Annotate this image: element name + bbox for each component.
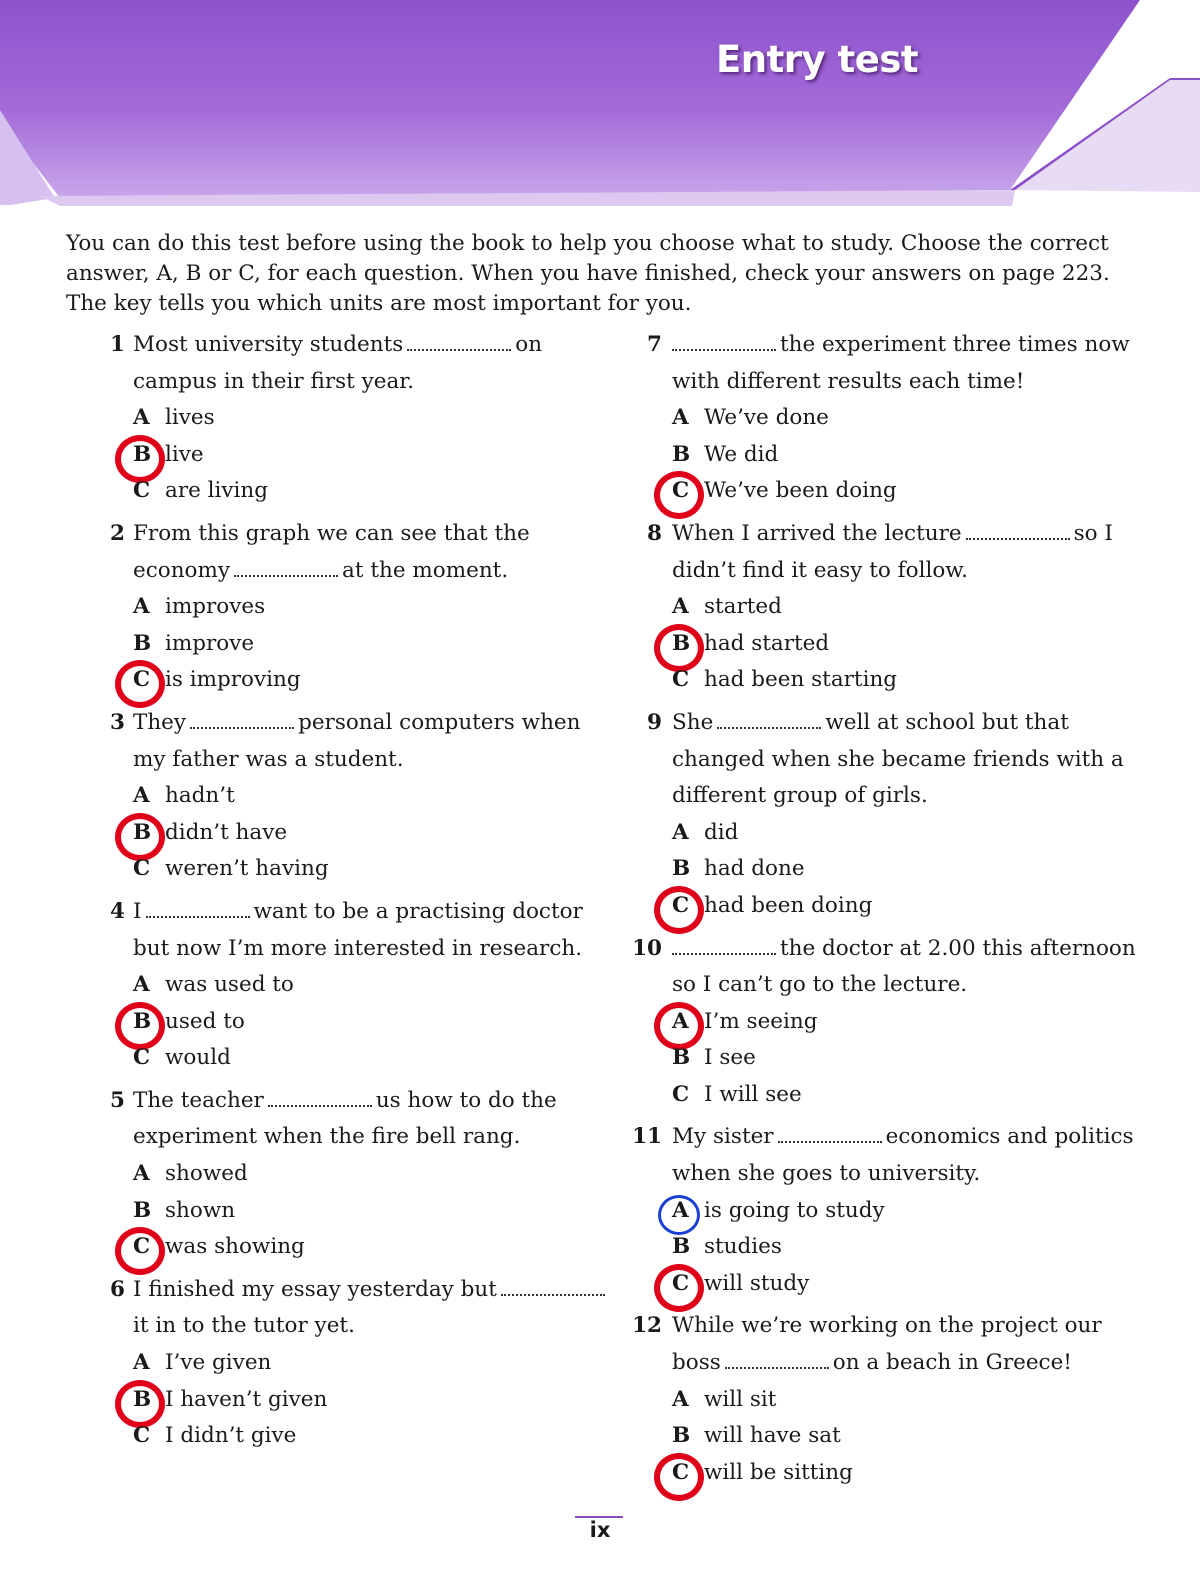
question-number: 12 [632,1313,662,1339]
option-b[interactable] [133,437,617,474]
option-b[interactable] [133,1382,617,1419]
option-a[interactable] [133,778,617,815]
question-number: 4 [110,898,125,924]
option-text: We’ve done [704,405,829,431]
option-c[interactable] [672,888,1156,925]
option-text: weren’t having [165,856,329,882]
question [632,1119,1156,1302]
option-c[interactable] [133,851,617,888]
option-letter: C [133,1045,151,1071]
stem-after-blank: on campus in their first year. [133,332,543,394]
option-text: had done [704,856,805,882]
question-stem [133,327,617,400]
stem-after-blank: want to be a practising doctor but now I’m more interested in research. [133,898,583,961]
option-text: lives [165,405,215,431]
option-c[interactable] [672,1455,1156,1492]
question-stem [133,516,617,589]
option-text: hadn’t [165,783,235,809]
question [97,327,617,510]
stem-before-blank: She [672,709,714,735]
stem-after-blank: well at school but that changed when she became friends with a different group of girls. [672,709,1124,809]
option-b[interactable] [672,1229,1156,1266]
option-b[interactable] [672,437,1156,474]
question-stem [133,1083,617,1156]
option-b[interactable] [672,626,1156,663]
page-number: ix [589,1518,611,1542]
option-text: did [704,819,739,845]
answer-options [133,1345,617,1455]
option-letter: B [133,1008,152,1034]
question [636,327,1156,510]
option-letter: A [672,405,689,431]
option-text: We did [704,441,779,467]
question-number: 5 [110,1087,125,1113]
stem-before-blank: While we’re working on the project our boss [672,1313,1102,1376]
stem-after-blank: us how to do the experiment when the fire bell rang. [133,1087,557,1150]
option-text: I’m seeing [704,1008,818,1034]
option-letter: C [133,1234,151,1260]
option-text: will have sat [704,1423,841,1449]
option-c[interactable] [133,1229,617,1266]
question [632,1308,1156,1491]
option-a[interactable] [672,1193,1156,1230]
option-letter: A [133,594,150,620]
question [97,1272,617,1455]
option-letter: B [672,1234,691,1260]
answer-options [672,589,1156,699]
option-letter: B [672,1423,691,1449]
questions-column-left [97,327,617,1461]
questions-column-right [632,327,1156,1497]
stem-after-blank: so I didn’t find it easy to follow. [672,520,1113,583]
stem-after-blank: personal computers when my father was a student. [133,709,581,772]
question [97,705,617,888]
option-text: shown [165,1197,236,1223]
answer-options [133,589,617,699]
option-c[interactable] [133,1040,617,1077]
option-letter: A [133,972,150,998]
answer-blank [725,1353,829,1369]
option-c[interactable] [133,1418,617,1455]
question [97,516,617,699]
question-stem [672,931,1156,1004]
option-c[interactable] [672,1077,1156,1114]
answer-blank [501,1280,605,1296]
option-text: was used to [165,972,294,998]
header-banner [0,0,1200,210]
option-a[interactable] [672,1004,1156,1041]
option-text: showed [165,1161,248,1187]
option-letter: A [133,1161,150,1187]
option-letter: B [672,1045,691,1071]
question-number: 8 [647,520,662,546]
option-letter: B [672,441,691,467]
option-a[interactable] [672,815,1156,852]
answer-blank [672,939,776,955]
question [97,1083,617,1266]
option-text: had been doing [704,892,873,918]
option-letter: A [133,1350,150,1376]
question-stem [133,894,617,967]
option-letter: C [133,856,151,882]
answer-blank [190,713,294,729]
answer-options [672,815,1156,925]
option-text: will be sitting [704,1459,853,1485]
option-text: is improving [165,667,301,693]
stem-before-blank: I [133,898,142,924]
option-letter: C [672,1459,690,1485]
answer-options [133,1156,617,1266]
option-text: had been starting [704,667,898,693]
option-letter: C [672,1081,690,1107]
option-c[interactable] [672,662,1156,699]
question-stem [133,1272,617,1345]
question-number: 3 [110,709,125,735]
question-number: 6 [110,1276,125,1302]
option-text: studies [704,1234,782,1260]
option-text: had started [704,630,830,656]
question-stem [672,1119,1156,1192]
option-a[interactable] [672,589,1156,626]
option-a[interactable] [133,400,617,437]
answer-blank [234,561,338,577]
option-text: improve [165,630,255,656]
answer-options [672,1004,1156,1114]
answer-blank [146,902,250,918]
stem-before-blank: When I arrived the lecture [672,520,962,546]
question [97,894,617,1077]
option-c[interactable] [133,473,617,510]
page-title: Entry test [716,38,919,81]
stem-before-blank: From this graph we can see that the economy [133,520,530,583]
option-letter: C [133,1423,151,1449]
option-letter: A [133,783,150,809]
option-text: I’ve given [165,1350,272,1376]
answer-options [133,400,617,510]
question [632,931,1156,1114]
answer-options [133,967,617,1077]
option-letter: B [133,819,152,845]
option-letter: C [133,478,151,504]
stem-before-blank: Most university students [133,332,404,357]
option-letter: B [133,1386,152,1412]
stem-after-blank: the experiment three times now with different results each time! [672,332,1130,394]
option-a[interactable] [133,1345,617,1382]
option-letter: A [672,594,689,620]
question-stem [672,327,1156,400]
option-c[interactable] [672,473,1156,510]
option-text: used to [165,1008,245,1034]
option-a[interactable] [133,1156,617,1193]
option-text: didn’t have [165,819,288,845]
option-text: live [165,441,204,467]
option-text: improves [165,594,266,620]
option-b[interactable] [672,1040,1156,1077]
option-letter: C [672,892,690,918]
answer-options [672,1382,1156,1492]
option-text: will sit [704,1386,777,1412]
option-b[interactable] [672,1418,1156,1455]
question-stem [133,705,617,778]
question-number: 7 [647,332,662,357]
option-text: was showing [165,1234,305,1260]
option-text: I will see [704,1081,802,1107]
option-letter: A [672,1197,689,1223]
answer-blank [407,335,511,351]
question-number: 1 [110,332,125,357]
stem-before-blank: I finished my essay yesterday but [133,1276,497,1302]
option-c[interactable] [672,1266,1156,1303]
answer-options [133,778,617,888]
option-text: I see [704,1045,756,1071]
answer-blank [717,713,821,729]
option-letter: C [672,667,690,693]
question [636,705,1156,925]
option-b[interactable] [672,851,1156,888]
question [636,516,1156,699]
option-a[interactable] [672,400,1156,437]
option-a[interactable] [672,1382,1156,1419]
stem-after-blank: on a beach in Greece! [832,1350,1072,1376]
option-text: I haven’t given [165,1386,328,1412]
option-text: will study [704,1270,810,1296]
question-number: 2 [110,520,125,546]
option-c[interactable] [133,662,617,699]
stem-before-blank: My sister [672,1124,774,1150]
option-letter: C [672,1270,690,1296]
answer-blank [672,335,776,351]
stem-after-blank: economics and politics when she goes to university. [672,1124,1134,1187]
answer-blank [268,1091,372,1107]
option-letter: B [672,856,691,882]
question-stem [672,1308,1156,1381]
question-number: 9 [647,709,662,735]
option-text: is going to study [704,1197,885,1223]
stem-before-blank: They [133,709,187,735]
option-letter: C [133,667,151,693]
option-text: would [165,1045,231,1071]
option-b[interactable] [133,626,617,663]
answer-blank [966,524,1070,540]
option-text: I didn’t give [165,1423,297,1449]
option-letter: B [672,630,691,656]
answer-options [672,400,1156,510]
answer-options [672,1193,1156,1303]
question-stem [672,705,1156,815]
option-text: started [704,594,782,620]
option-letter: B [133,630,152,656]
option-letter: A [672,1386,689,1412]
question-stem [672,516,1156,589]
option-letter: A [672,1008,689,1034]
option-letter: B [133,1197,152,1223]
stem-after-blank: the doctor at 2.00 this afternoon so I can’t go to the lecture. [672,935,1136,998]
option-b[interactable] [133,1004,617,1041]
question-number: 11 [632,1124,662,1150]
option-text: are living [165,478,269,504]
option-b[interactable] [133,1193,617,1230]
stem-after-blank: at the moment. [342,557,509,583]
option-text: We’ve been doing [704,478,897,504]
option-letter: A [672,819,689,845]
option-letter: C [672,478,690,504]
question-number: 10 [632,935,662,961]
answer-blank [778,1127,882,1143]
option-a[interactable] [133,589,617,626]
option-a[interactable] [133,967,617,1004]
stem-before-blank: The teacher [133,1087,264,1113]
option-letter: A [133,405,150,431]
option-b[interactable] [133,815,617,852]
option-letter: B [133,441,152,467]
stem-after-blank: it in to the tutor yet. [133,1313,355,1339]
intro-text: You can do this test before using the book to help you choose what to study. Choose the correct answer, A, B or C, for each question. When you have finished, check your answers on page 223. The key tells you which units are most important for you. [66,231,1110,316]
